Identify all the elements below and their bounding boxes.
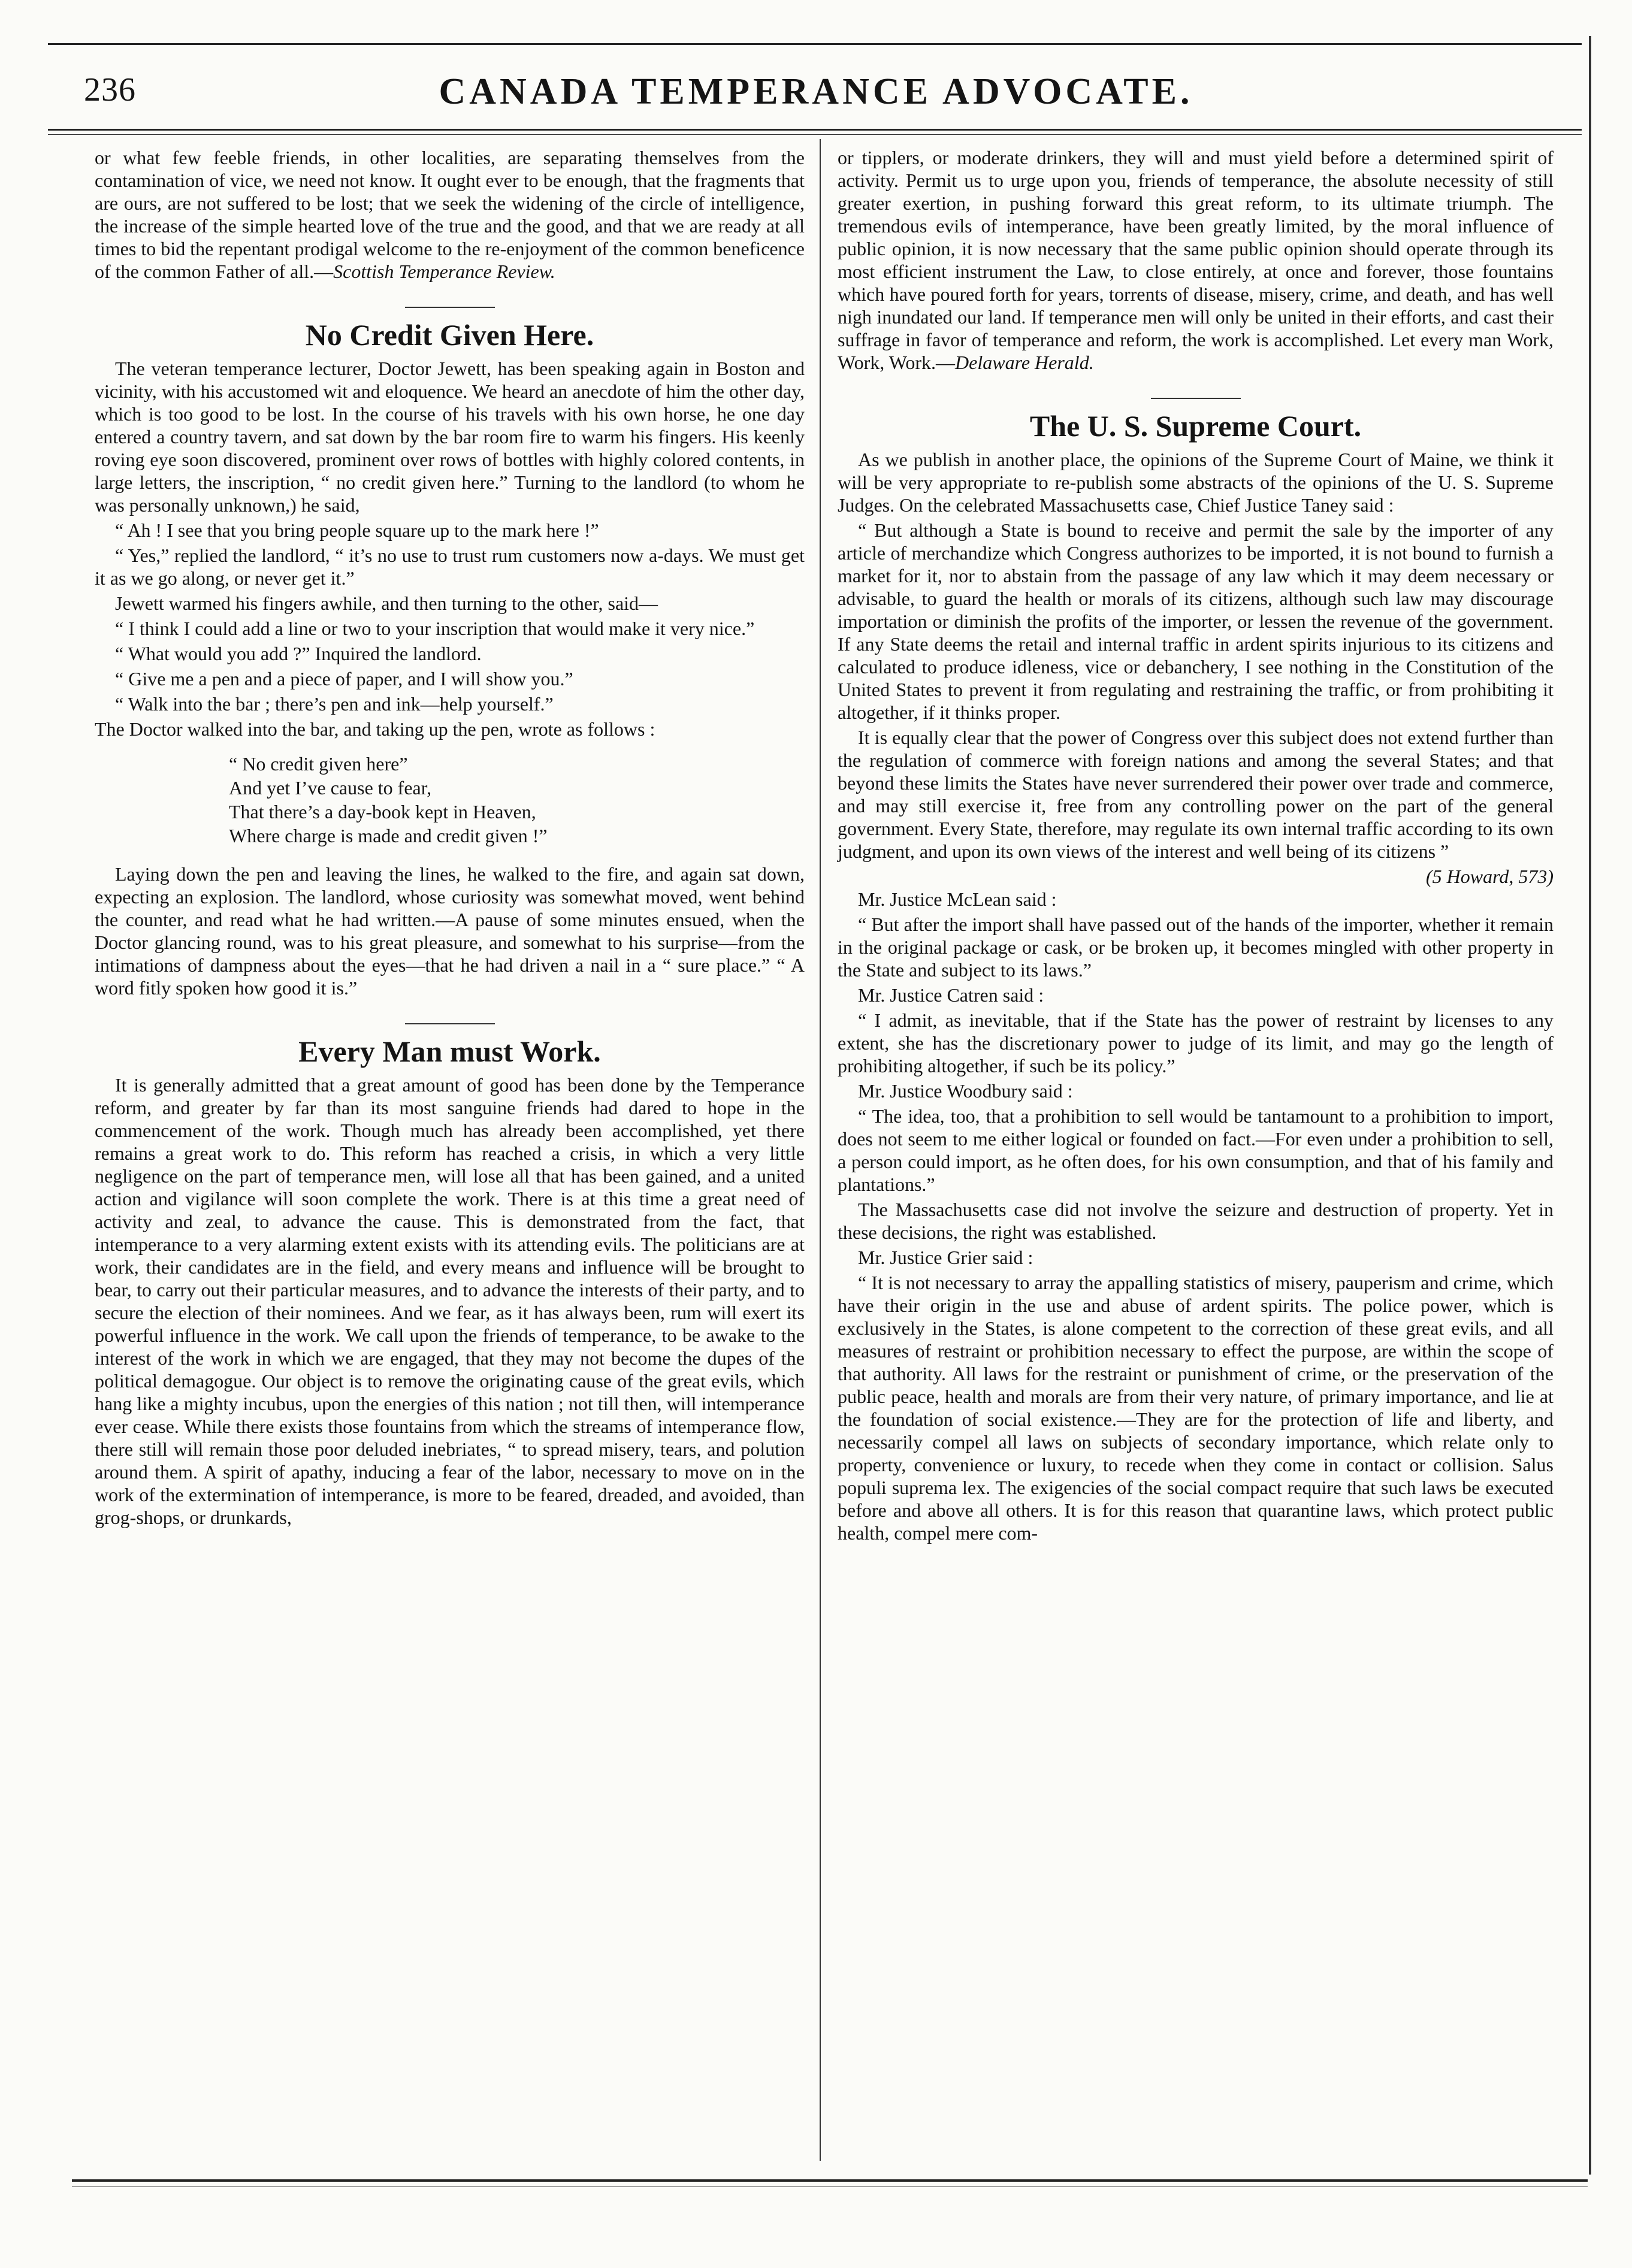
quote-paragraph: “ The idea, too, that a prohibition to sell would be tantamount to a prohibition to import, does not seem to me either logical or founded on fact.—For even under a prohibition to sell, a person could import, as he often does, for his own consumption, and that of his family and plantations.” xyxy=(838,1105,1554,1195)
article-paragraph: Jewett warmed his fingers awhile, and then turning to the other, said— xyxy=(115,592,658,614)
article-paragraph: The Massachusetts case did not involve the seizure and destruction of property. Yet in these decisions, the right was established. xyxy=(838,1199,1554,1243)
quote-paragraph: “ But after the import shall have passed out of the hands of the importer, whether it remain in the original package or cask, or be broken up, it becomes mingled with other property in the State and subject to its laws.” xyxy=(838,914,1554,981)
section-separator xyxy=(1151,398,1241,399)
masthead: CANADA TEMPERANCE ADVOCATE. xyxy=(439,71,1193,112)
article-paragraph: “ Ah ! I see that you bring people square up to the mark here !” xyxy=(115,519,599,541)
section-separator xyxy=(405,1023,495,1024)
article-paragraph: Laying down the pen and leaving the lines, he walked to the fire, and again sat down, expecting an explosion. The landlord, whose curiosity was somewhat moved, went behind the counter, and read what he had written.—A pause of some minutes ensued, when the Doctor glancing round, was to his great pleasure, and somewhat to his surprise—from the intimations of dampness about the eyes—that he had driven a nail in a “ sure place.” “ A word fitly spoken how good it is.” xyxy=(95,863,805,999)
speaker-line: Mr. Justice Catren said : xyxy=(858,984,1044,1006)
right-frame-rule xyxy=(1589,36,1591,2175)
case-citation: (5 Howard, 573) xyxy=(1425,866,1554,887)
page-number: 236 xyxy=(84,71,136,108)
article-paragraph: The veteran temperance lecturer, Doctor Jewett, has been speaking again in Boston and vicinity, with his accustomed wit and eloquence. We heard an anecdote of him the other day, which is too good to be lost. In the course of his travels with his own horse, he one day entered a country tavern, and sat down by the bar room fire to warm his fingers. His keenly roving eye soon discovered, prominent over rows of bottles with highly colored contents, in large letters, the inscription, “ no credit given here.” Turning to the landlord (to whom he was personally unknown,) he said, xyxy=(95,358,805,516)
section-separator xyxy=(405,307,495,308)
bottom-rule xyxy=(72,2179,1588,2182)
right-column xyxy=(838,146,1554,1547)
speaker-line: Mr. Justice Grier said : xyxy=(858,1247,1033,1268)
article-paragraph: “ Give me a pen and a piece of paper, and I will show you.” xyxy=(115,668,573,690)
quote-paragraph: “ It is not necessary to array the appalling statistics of misery, pauperism and crime, which have their origin in the use and abuse of ardent spirits. The police power, which is exclusively in the States, is alone competent to the correction of these great evils, and all measures of restraint or prohibition necessary to effect the purpose, are within the scope of that authority. All laws for the restraint or punishment of crime, or the preservation of the public peace, health and morals are from their very nature, of primary importance, and lie at the foundation of social existence.—They are for the protection of life and liberty, and necessarily compel all laws on subjects of secondary importance, which relate only to property, convenience or luxury, to recede when they come in contact or collision. Salus populi suprema lex. The exigencies of the social compact require that such laws be executed before and above all others. It is for this reason that quarantine laws, which protect public health, compel mere com- xyxy=(838,1272,1554,1544)
continued-paragraph: or tipplers, or moderate drinkers, they will and must yield before a determined spirit of activity. Permit us to urge upon you, friends of temperance, the absolute necessity of still greater exertion, in pushing forward this great reform, to its ultimate triumph. The tremendous evils of intemperance, have been greatly limited, by the moral influence of public opinion, it is now necessary that the same public opinion should operate through its most efficient instrument the Law, to close entirely, at once and forever, those fountains which have poured forth for years, torrents of disease, misery, crime, and death, and has well nigh inundated our land. If temperance men will only be united in their efforts, and cast their suffrage in favor of temperance and reform, the work is accomplished. Let every man Work, Work, Work.—Delaware Herald. xyxy=(838,147,1554,373)
left-column xyxy=(95,146,805,1531)
article-paragraph: The Doctor walked into the bar, and taking up the pen, wrote as follows : xyxy=(95,718,655,740)
column-divider xyxy=(820,139,821,2161)
header-rule xyxy=(48,129,1582,131)
article-paragraph: It is generally admitted that a great amount of good has been done by the Temperance reform, and greater by far than its most sanguine friends had dared to hope in the commencement of the work. Though much has already been accomplished, yet there remains a great work to do. This reform has reached a crisis, in which a very little negligence on the part of temperance men, will lose all that has been gained, and a united action and vigilance will soon complete the work. There is at this time a great need of activity and zeal, to advance the cause. This is demonstrated from the fact, that intemperance to a very alarming extent exists with its attending evils. The politicians are at work, their candidates are in the field, and every means and influence will be brought to bear, to carry out their particular measures, and to advance the interests of their party, and to secure the election of their nominees. And we fear, as it has always been, rum will exert its powerful influence in the work. We call upon the friends of temperance, to be awake to the interest of the work in which we are engaged, that they may not become the dupes of the political demagogue. Our object is to remove the originating cause of the great evils, which hang like a mighty incubus, upon the energies of this nation ; not till then, will intemperance ever cease. While there exists those fountains from which the streams of intemperance flow, there still will remain those poor deluded inebriates, “ to spread misery, tears, and polution around them. A spirit of apathy, inducing a fear of the labor, necessary to move on in the work of the extermination of intemperance, is more to be feared, dreaded, and avoided, than grog-shops, or drunkards, xyxy=(95,1074,805,1528)
quote-paragraph: It is equally clear that the power of Congress over this subject does not extend further than the regulation of commerce with foreign nations and among the several States; and that beyond these limits the States have never surrendered their power over trade and commerce, and may still exercise it, free from any controlling power on the part of the general government. Every State, therefore, may regulate its own internal traffic according to its own judgment, and upon its own views of the interest and well being of its citizens ” xyxy=(838,727,1554,862)
article-title-every-man: Every Man must Work. xyxy=(298,1035,601,1068)
article-paragraph: “ Yes,” replied the landlord, “ it’s no use to trust rum customers now a-days. We must get it as we go along, or never get it.” xyxy=(95,545,805,589)
article-paragraph: “ What would you add ?” Inquired the landlord. xyxy=(115,643,482,664)
verse-line: “ No credit given here” xyxy=(229,753,408,775)
speaker-line: Mr. Justice Woodbury said : xyxy=(858,1080,1073,1102)
quote-paragraph: “ I admit, as inevitable, that if the State has the power of restraint by licenses to any extent, she has the discretionary power to judge of its limit, and may go the length of prohibiting altogether, if such be its policy.” xyxy=(838,1009,1554,1076)
article-title-supreme-court: The U. S. Supreme Court. xyxy=(1029,409,1362,443)
intro-source: Scottish Temperance Review. xyxy=(333,261,555,282)
article-paragraph: “ I think I could add a line or two to your inscription that would make it very nice.” xyxy=(115,618,755,639)
header-rule-thin xyxy=(48,134,1582,135)
verse-line: And yet I’ve cause to fear, xyxy=(229,777,432,799)
quote-paragraph: “ But although a State is bound to receive and permit the sale by the importer of any article of merchandize which Congress authorizes to be imported, it is not bound to furnish a market for it, nor to abstain from the passage of any law which it may deem necessary or advisable, to guard the health or morals of its citizens, although such law may discourage importation or diminish the profits of the importer, or lessen the revenue of the government. If any State deems the retail and internal traffic in ardent spirits injurious to its citizens and calculated to produce idleness, vice or debanchery, I see nothing in the Constitution of the United States to prevent it from regulating and restraining the traffic, or from prohibiting it altogether, if it thinks proper. xyxy=(838,519,1554,723)
verse-block xyxy=(229,752,805,847)
top-rule xyxy=(48,43,1582,45)
intro-paragraph: or what few feeble friends, in other localities, are separating themselves from the contamination of vice, we need not know. It ought ever to be enough, that the fragments that are ours, are not suffered to be lost; that we seek the widening of the circle of intelligence, the increase of the simple hearted love of the true and the good, and that we are ready at all times to bid the repentant prodigal welcome to the re-enjoyment of the common beneficence of the common Father of all.—Scottish Temperance Review. xyxy=(95,147,805,282)
verse-line: Where charge is made and credit given !” xyxy=(229,825,548,846)
article-paragraph: As we publish in another place, the opinions of the Supreme Court of Maine, we think it will be very appropriate to re-publish some abstracts of the opinions of the U. S. Supreme Judges. On the celebrated Massachusetts case, Chief Justice Taney said : xyxy=(838,449,1554,516)
article-paragraph: “ Walk into the bar ; there’s pen and ink—help yourself.” xyxy=(115,693,554,715)
article-title-no-credit: No Credit Given Here. xyxy=(305,318,594,352)
continued-source: Delaware Herald. xyxy=(955,352,1094,373)
verse-line: That there’s a day-book kept in Heaven, xyxy=(229,801,536,822)
speaker-line: Mr. Justice McLean said : xyxy=(858,888,1057,910)
